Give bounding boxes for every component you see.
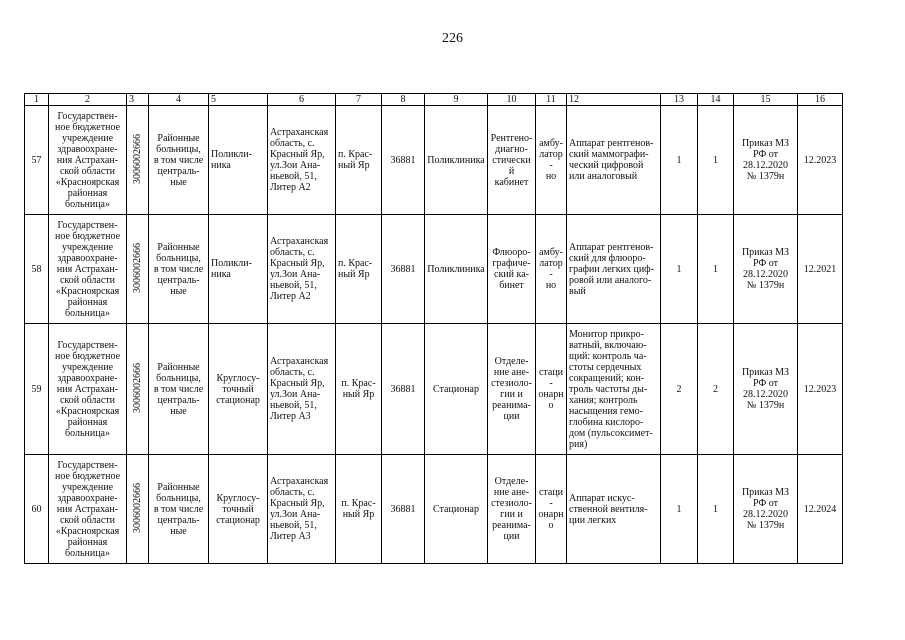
date-cell: 12.2023 — [798, 324, 843, 455]
unit-type-cell: Круглосу- точный стационар — [209, 455, 268, 564]
address-cell: Астраханская область, с. Красный Яр, ул.Зои Ана- ньевой, 51, Литер А2 — [268, 215, 336, 324]
column-header: 3 — [127, 94, 149, 106]
equipment-cell: Аппарат рентгенов- ский для флюоро- графии легких циф- ровой или аналого- вый — [567, 215, 661, 324]
department-cell: Флюоро- графиче- ский ка- бинет — [488, 215, 536, 324]
column-numbers-row — [25, 94, 843, 106]
equipment-cell: Аппарат искус- ственной вентиля- ции легких — [567, 455, 661, 564]
institution-cell: Государствен- ное бюджетное учреждение здравоохране- ния Астрахан- ской области «Красноярская районная больница» — [49, 106, 127, 215]
column-header: 16 — [798, 94, 843, 106]
division-cell: Поликлиника — [425, 215, 488, 324]
quantity-cell: 2 — [698, 324, 734, 455]
department-cell: Отделе- ние ане- стезиоло- гии и реанима- ции — [488, 455, 536, 564]
equipment-cell: Монитор прикро- ватный, включаю- щий: контроль ча- стоты сердечных сокращений; кон- троль частоты ды- хания; контроль насыщения гемо- глобина кислоро- дом (пульсоксимет- рия) — [567, 324, 661, 455]
care-type-cell: стаци- онарно — [536, 324, 567, 455]
unit-type-cell: Круглосу- точный стационар — [209, 324, 268, 455]
date-cell: 12.2023 — [798, 106, 843, 215]
column-header: 2 — [49, 94, 127, 106]
division-cell: Стационар — [425, 455, 488, 564]
column-header: 12 — [567, 94, 661, 106]
care-type-cell: стаци- онарно — [536, 455, 567, 564]
code-cell: 36881 — [382, 324, 425, 455]
category-cell: Районные больницы, в том числе централь- ные — [149, 324, 209, 455]
settlement-cell: п. Крас- ный Яр — [336, 324, 382, 455]
table-row — [25, 324, 843, 455]
category-cell: Районные больницы, в том числе централь- ные — [149, 455, 209, 564]
table-row — [25, 106, 843, 215]
settlement-cell: п. Крас- ный Яр — [336, 455, 382, 564]
address-cell: Астраханская область, с. Красный Яр, ул.Зои Ана- ньевой, 51, Литер А3 — [268, 455, 336, 564]
address-cell: Астраханская область, с. Красный Яр, ул.Зои Ана- ньевой, 51, Литер А3 — [268, 324, 336, 455]
inn-cell — [127, 215, 149, 324]
care-type-cell: амбу- латор- но — [536, 215, 567, 324]
inn-text: 3006002666 — [132, 133, 143, 184]
division-cell: Поликлиника — [425, 106, 488, 215]
column-header: 13 — [661, 94, 698, 106]
code-cell: 36881 — [382, 455, 425, 564]
column-header: 1 — [25, 94, 49, 106]
column-header: 6 — [268, 94, 336, 106]
institution-cell: Государствен- ное бюджетное учреждение здравоохране- ния Астрахан- ской области «Красноярская районная больница» — [49, 455, 127, 564]
settlement-cell: п. Крас- ный Яр — [336, 106, 382, 215]
column-header: 14 — [698, 94, 734, 106]
inn-text: 3006002666 — [132, 362, 143, 413]
date-cell: 12.2024 — [798, 455, 843, 564]
order-cell: Приказ МЗ РФ от 28.12.2020 № 1379н — [734, 455, 798, 564]
category-cell: Районные больницы, в том числе централь- ные — [149, 106, 209, 215]
code-cell: 36881 — [382, 106, 425, 215]
table-row — [25, 455, 843, 564]
equipment-table — [24, 93, 843, 564]
unit-type-cell: Поликли- ника — [209, 106, 268, 215]
row-number: 58 — [25, 215, 49, 324]
page-number: 226 — [442, 31, 463, 46]
code-cell: 36881 — [382, 215, 425, 324]
category-cell: Районные больницы, в том числе централь- ные — [149, 215, 209, 324]
inn-text: 3006002666 — [132, 482, 143, 533]
column-header: 9 — [425, 94, 488, 106]
department-cell: Отделе- ние ане- стезиоло- гии и реанима- ции — [488, 324, 536, 455]
quantity-cell: 2 — [661, 324, 698, 455]
column-header: 10 — [488, 94, 536, 106]
quantity-cell: 1 — [661, 106, 698, 215]
quantity-cell: 1 — [661, 215, 698, 324]
quantity-cell: 1 — [661, 455, 698, 564]
column-header: 5 — [209, 94, 268, 106]
equipment-cell: Аппарат рентгенов- ский маммографи- ческий цифровой или аналоговый — [567, 106, 661, 215]
division-cell: Стационар — [425, 324, 488, 455]
quantity-cell: 1 — [698, 106, 734, 215]
quantity-cell: 1 — [698, 215, 734, 324]
order-cell: Приказ МЗ РФ от 28.12.2020 № 1379н — [734, 324, 798, 455]
institution-cell: Государствен- ное бюджетное учреждение здравоохране- ния Астрахан- ской области «Красноярская районная больница» — [49, 324, 127, 455]
quantity-cell: 1 — [698, 455, 734, 564]
column-header: 15 — [734, 94, 798, 106]
address-cell: Астраханская область, с. Красный Яр, ул.Зои Ана- ньевой, 51, Литер А2 — [268, 106, 336, 215]
column-header: 4 — [149, 94, 209, 106]
row-number: 59 — [25, 324, 49, 455]
row-number: 57 — [25, 106, 49, 215]
table-row — [25, 215, 843, 324]
settlement-cell: п. Крас- ный Яр — [336, 215, 382, 324]
date-cell: 12.2021 — [798, 215, 843, 324]
inn-cell — [127, 455, 149, 564]
order-cell: Приказ МЗ РФ от 28.12.2020 № 1379н — [734, 215, 798, 324]
row-number: 60 — [25, 455, 49, 564]
institution-cell: Государствен- ное бюджетное учреждение здравоохране- ния Астрахан- ской области «Красноярская районная больница» — [49, 215, 127, 324]
order-cell: Приказ МЗ РФ от 28.12.2020 № 1379н — [734, 106, 798, 215]
column-header: 8 — [382, 94, 425, 106]
inn-cell — [127, 324, 149, 455]
inn-cell — [127, 106, 149, 215]
inn-text: 3006002666 — [132, 242, 143, 293]
care-type-cell: амбу- латор- но — [536, 106, 567, 215]
column-header: 7 — [336, 94, 382, 106]
column-header: 11 — [536, 94, 567, 106]
unit-type-cell: Поликли- ника — [209, 215, 268, 324]
department-cell: Рентгено- диагно- стический кабинет — [488, 106, 536, 215]
